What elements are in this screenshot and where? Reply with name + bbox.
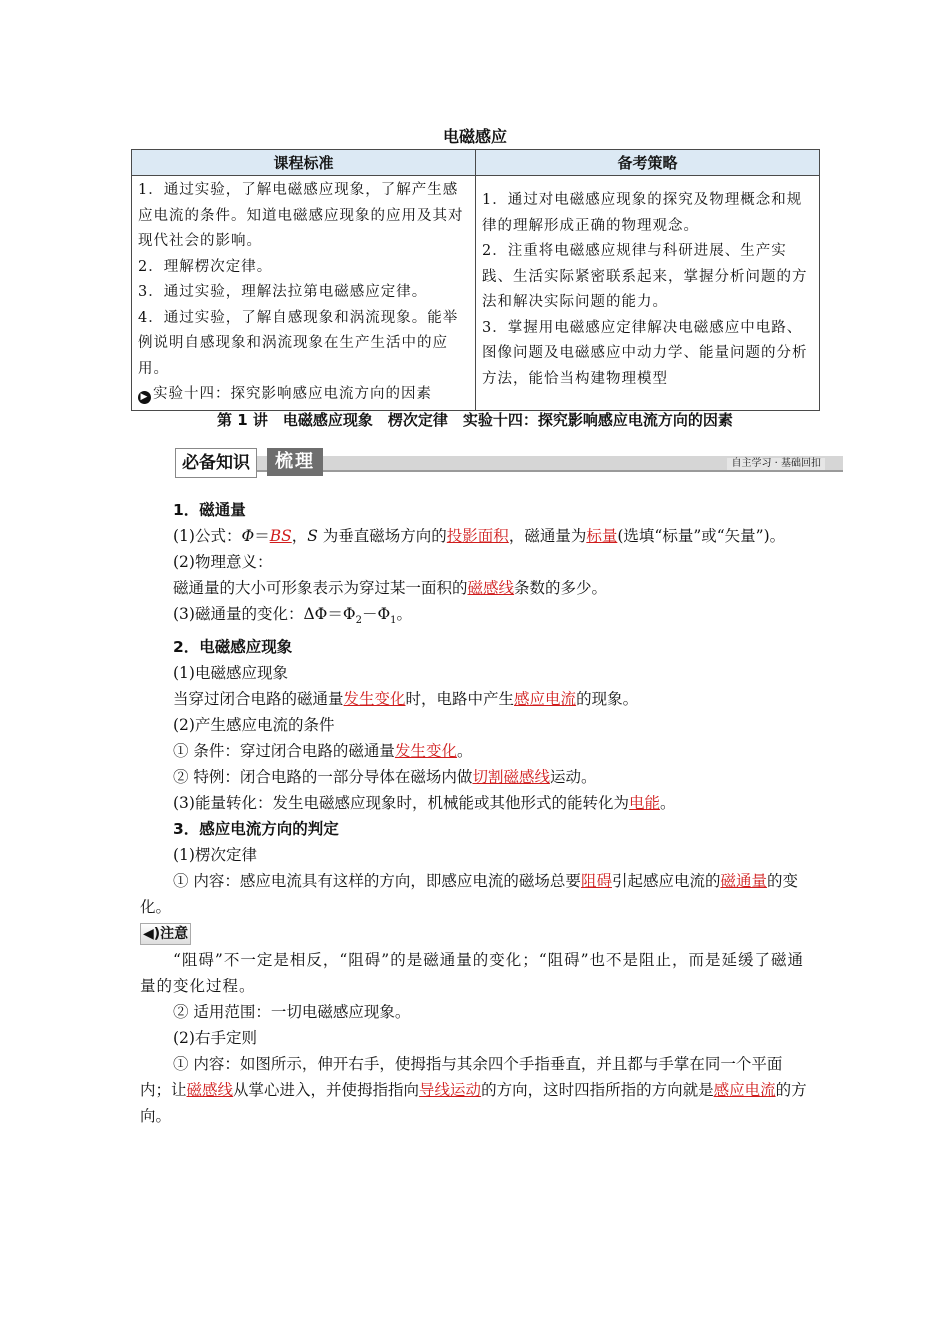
course-standards-cell [132,176,476,411]
answer-blank: 导线运动 [419,1081,482,1100]
section-heading: 3．感应电流方向的判定 [173,820,339,839]
course-standard-item: 4．通过实验，了解自感现象和涡流现象。能举例说明自感现象和涡流现象在生产生活中的应用。 [138,309,459,377]
course-standard-item: 1．通过实验，了解电磁感应现象，了解产生感应电流的条件。知道电磁感应现象的应用及其对现代社会的影响。 [138,182,464,249]
answer-blank: 磁通量 [720,872,767,891]
banner-subtitle: 自主学习 · 基础回扣 [727,458,825,470]
standards-table [131,149,820,411]
paragraph: 磁通量的大小可形象表示为穿过某一面积的磁感线条数的多少。 [173,579,608,597]
paragraph: (3)能量转化：发生电磁感应现象时，机械能或其他形式的能转化为电能。 [173,794,676,813]
note-text: “阻碍”不一定是相反，“阻碍”的是磁通量的变化；“阻碍”也不是阻止，而是延缓了磁通量的变化过程。 [140,951,805,996]
strategy-item: 2．注重将电磁感应规律与科研进展、生产实践、生活实际紧密联系起来，掌握分析问题的方法和解决实际问题的能力。 [482,243,808,310]
header-strategies: 备考策略 [476,150,820,176]
play-icon: ▶ [138,391,151,404]
paragraph: ② 特例：闭合电路的一部分导体在磁场内做切割磁感线运动。 [173,768,597,787]
answer-blank: 阻碍 [580,872,612,891]
course-standard-item: 3．通过实验，理解法拉第电磁感应定律。 [138,284,428,300]
lecture-title: 第 1 讲 电磁感应现象 楞次定律 实验十四：探究影响感应电流方向的因素 [217,411,733,429]
answer-blank: 磁感线 [186,1081,234,1100]
note-badge: ◀)注意 [140,923,191,945]
course-standard-item: 2．理解楞次定律。 [138,258,273,275]
strategy-item: 3．掌握用电磁感应定律解决电磁感应中电路、图像问题及电磁感应中动力学、能量问题的分析方法，能恰当构建物理模型 [482,319,808,387]
banner-label: 必备知识 [175,448,257,478]
answer-blank: 感应电流 [713,1081,776,1100]
experiment-text: 实验十四：探究影响感应电流方向的因素 [153,386,432,402]
paragraph: (2)物理意义： [173,553,273,571]
note-badge-line [108,920,812,947]
paragraph: (2)右手定则 [173,1029,257,1048]
banner-label-highlight: 梳理 [267,448,323,476]
paragraph: (1)公式：Φ＝BS，S 为垂直磁场方向的投影面积，磁通量为标量(选填“标量”或“矢量”)。 [173,527,786,545]
answer-blank: 标量 [586,527,618,545]
speaker-icon: ◀) [143,926,161,943]
paragraph: (1)楞次定律 [173,846,257,865]
paragraph: (2)产生感应电流的条件 [173,716,335,735]
experiment-line [138,382,469,408]
answer-blank: 投影面积 [446,527,509,545]
paragraph: (3)磁通量的变化：$\Delta\Phi=\Phi_2-\Phi_1$。 [173,605,413,627]
section-heading: 2．电磁感应现象 [173,638,293,657]
paragraph: ① 内容：感应电流具有这样的方向，即感应电流的磁场总要阻碍引起感应电流的磁通量的变化。 [140,872,798,917]
answer-blank: 切割磁感线 [472,768,550,787]
section-heading: 1．磁通量 [173,501,246,519]
paragraph: (1)电磁感应现象 [173,664,288,683]
answer-blank: BS [269,527,292,545]
answer-blank: 感应电流 [514,690,577,709]
answer-blank: 发生变化 [343,690,406,709]
content-body [140,497,812,1129]
section-banner [175,448,843,478]
paragraph: ① 条件：穿过闭合电路的磁通量发生变化。 [173,742,473,761]
answer-blank: 电能 [628,794,660,813]
answer-blank: 磁感线 [467,579,515,597]
paragraph: ① 内容：如图所示，伸开右手，使拇指与其余四个手指垂直，并且都与手掌在同一个平面内；让磁感线从掌心进入，并使拇指指向导线运动的方向，这时四指所指的方向就是感应电流的方向。 [140,1055,807,1126]
paragraph: ② 适用范围：一切电磁感应现象。 [173,1003,411,1022]
strategy-item: 1．通过对电磁感应现象的探究及物理概念和规律的理解形成正确的物理观念。 [482,192,803,234]
chapter-title: 电磁感应 [442,127,507,146]
answer-blank: 发生变化 [394,742,457,761]
header-course-standards: 课程标准 [132,150,476,176]
paragraph: 当穿过闭合电路的磁通量发生变化时，电路中产生感应电流的现象。 [173,690,639,709]
strategies-cell [476,176,820,411]
